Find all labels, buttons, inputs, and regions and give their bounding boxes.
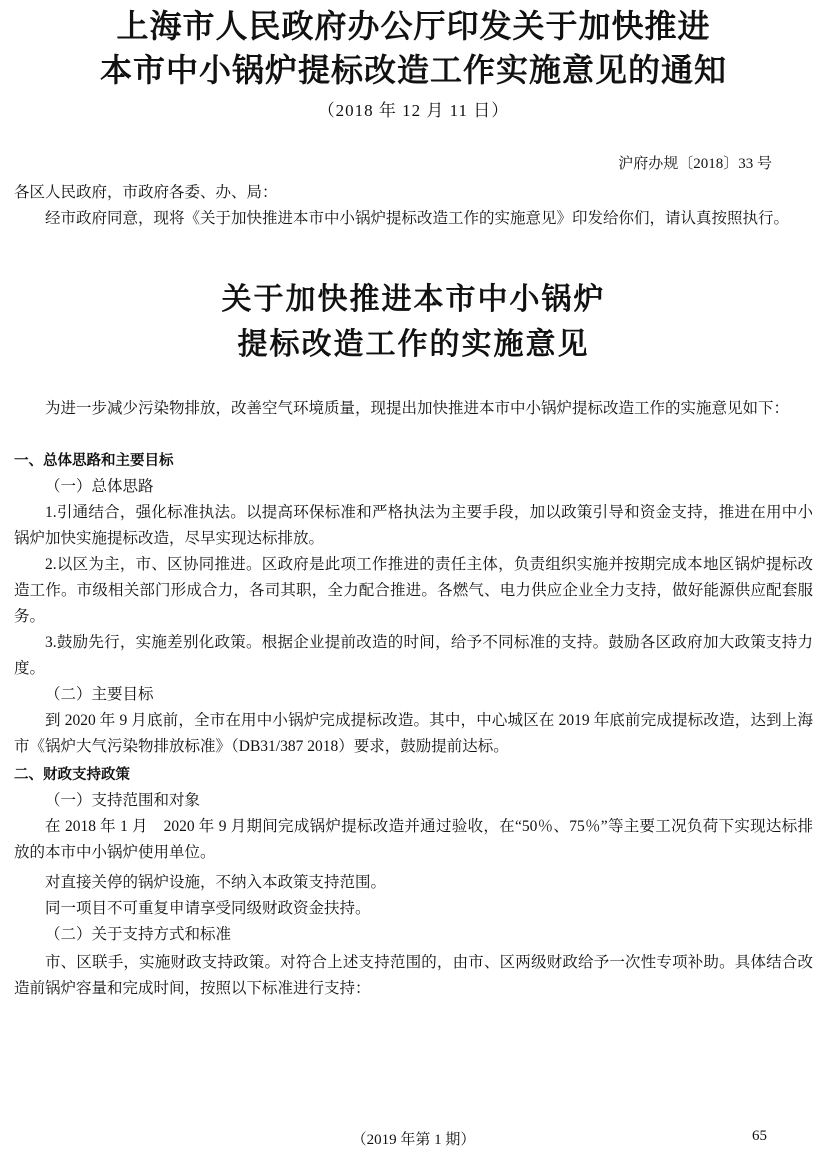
section-2-paragraph-2: 对直接关停的锅炉设施，不纳入本政策支持范围。 xyxy=(45,874,387,891)
addressee: 各区人民政府，市政府各委、办、局： xyxy=(14,184,278,201)
section-1-subheading-1: （一）总体思路 xyxy=(45,478,154,495)
section-1-paragraph-2: 2.以区为主，市、区协同推进。区政府是此项工作推进的责任主体，负责组织实施并按期完成本地区锅炉提标改造工作。市级相关部门形成合力，各司其职，全力配合推进。各燃气、电力供应企业全力支持，做好能源供应配套服务。 xyxy=(14,556,813,625)
section-2-paragraph-4: 市、区联手，实施财政支持政策。对符合上述支持范围的，由市、区两级财政给予一次性专项补助。具体结合改造前锅炉容量和完成时间，按照以下标准进行支持： xyxy=(14,954,813,997)
notice-body: 经市政府同意，现将《关于加快推进本市中小锅炉提标改造工作的实施意见》印发给你们，请认真按照执行。 xyxy=(45,210,790,227)
document-number: 沪府办规〔2018〕33 号 xyxy=(618,156,772,172)
section-1-paragraph-4: 到 2020 年 9 月底前，全市在用中小锅炉完成提标改造。其中，中心城区在 2019 年底前完成提标改造，达到上海市《锅炉大气污染物排放标准》（DB31/387 2018）要求，鼓励提前达标。 xyxy=(14,712,813,755)
section-2-subheading-1: （一）支持范围和对象 xyxy=(45,792,201,809)
section-1-subheading-2: （二）主要目标 xyxy=(45,686,154,703)
section-2-paragraph-3: 同一项目不可重复申请享受同级财政资金扶持。 xyxy=(45,900,371,917)
section-1-heading: 一、总体思路和主要目标 xyxy=(14,453,174,469)
notice-title-line-2: 本市中小锅炉提标改造工作实施意见的通知 xyxy=(99,51,727,89)
issue-date: （2018 年 12 月 11 日） xyxy=(317,101,510,120)
footer-issue: （2019 年第 1 期） xyxy=(351,1132,476,1148)
section-2-heading: 二、财政支持政策 xyxy=(14,767,130,783)
section-2-paragraph-1: 在 2018 年 1 月 2020 年 9 月期间完成锅炉提标改造并通过验收，在“50％、75％”等主要工况负荷下实现达标排放的本市中小锅炉使用单位。 xyxy=(14,818,813,861)
opinion-title-line-2: 提标改造工作的实施意见 xyxy=(237,327,590,362)
page-number: 65 xyxy=(752,1128,767,1144)
opinion-title-line-1: 关于加快推进本市中小锅炉 xyxy=(221,282,606,317)
section-1-paragraph-3: 3.鼓励先行，实施差别化政策。根据企业提前改造的时间，给予不同标准的支持。鼓励各区政府加大政策支持力度。 xyxy=(14,634,813,677)
notice-title-line-1: 上海市人民政府办公厅印发关于加快推进 xyxy=(116,7,711,45)
intro-paragraph: 为进一步减少污染物排放，改善空气环境质量，现提出加快推进本市中小锅炉提标改造工作的实施意见如下： xyxy=(45,400,790,417)
section-1-paragraph-1: 1.引通结合，强化标准执法。以提高环保标准和严格执法为主要手段，加以政策引导和资金支持，推进在用中小锅炉加快实施提标改造，尽早实现达标排放。 xyxy=(14,504,813,547)
section-2-subheading-2: （二）关于支持方式和标准 xyxy=(45,926,232,943)
